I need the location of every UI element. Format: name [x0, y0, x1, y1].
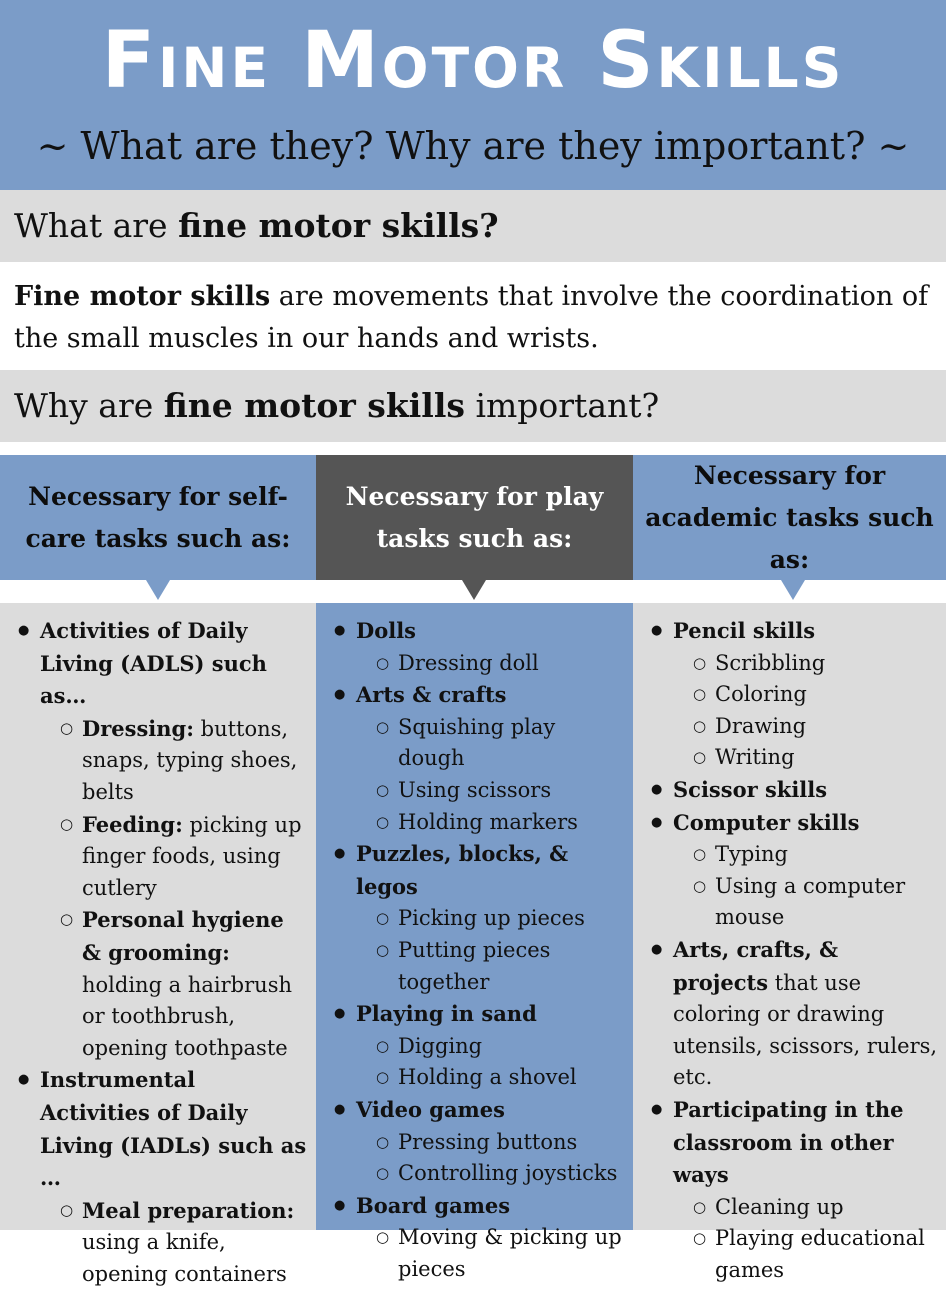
- list-item: ○ Scribbling: [693, 648, 938, 680]
- item-text: picking up finger foods, using cutlery: [82, 812, 302, 900]
- list-item: [651, 1094, 938, 1287]
- question-why-bold: fine motor skills: [163, 386, 465, 425]
- question-what: [14, 190, 499, 262]
- item-text: buttons, snaps, typing shoes, belts: [82, 716, 298, 804]
- item-text: using a knife, opening containers: [82, 1230, 287, 1286]
- item-bold: Instrumental Activities of Daily Living (IADLs) such as …: [40, 1067, 307, 1191]
- column-body-self-care: [0, 603, 316, 1286]
- list-item: [334, 679, 625, 838]
- item-bold: Activities of Daily Living (ADLS) such as…: [40, 618, 267, 709]
- page-title: Fine Motor Skills: [101, 16, 845, 106]
- item-bold: Dolls: [356, 618, 416, 643]
- item-bold: Puzzles, blocks, & legos: [356, 841, 569, 899]
- column-body-play: [316, 603, 633, 1281]
- column-self-care: [0, 455, 316, 1286]
- item-bold: Pencil skills: [673, 618, 816, 643]
- item-bold: Personal hygiene & grooming:: [82, 907, 284, 965]
- column-heading-play: Necessary for play tasks such as:: [316, 455, 633, 580]
- column-heading-academic: Necessary for academic tasks such as:: [633, 455, 946, 580]
- column-play: [316, 455, 633, 1281]
- question-band-why: [0, 370, 946, 442]
- list-item: ○ Controlling joysticks: [376, 1158, 625, 1190]
- list-item: [18, 615, 308, 1064]
- item-bold: Playing in sand: [356, 1001, 537, 1027]
- list-item: ○ Using a computer mouse: [693, 871, 938, 934]
- list-item: ○ Holding a shovel: [376, 1062, 625, 1094]
- list-item: ○ Putting pieces together: [376, 935, 625, 998]
- list-item: [334, 998, 625, 1094]
- list-item: ○ Squishing play dough: [376, 712, 625, 775]
- definition-bold: Fine motor skills: [14, 281, 271, 312]
- list-item: ○ Drawing: [693, 711, 938, 743]
- list-item: ○ Pressing buttons: [376, 1127, 625, 1159]
- list-item: [60, 809, 308, 905]
- list-item: ○ Digging: [376, 1031, 625, 1063]
- list-item: [60, 713, 308, 809]
- list-item: ○ Playing educational games: [693, 1223, 938, 1286]
- column-heading-self-care: Necessary for self-care tasks such as:: [0, 455, 316, 580]
- header-banner: [0, 0, 946, 190]
- list-item: [334, 615, 625, 679]
- item-bold: Video games: [356, 1096, 505, 1122]
- pointer-triangle: [462, 580, 486, 600]
- question-what-bold: fine motor skills?: [178, 206, 499, 245]
- item-bold: Dressing:: [82, 715, 194, 741]
- item-bold: Participating in the classroom in other ways: [673, 1096, 904, 1188]
- item-bold: Meal preparation:: [82, 1197, 295, 1223]
- list-item: ○ Using scissors: [376, 775, 625, 807]
- item-bold: Arts & crafts: [356, 682, 507, 708]
- column-academic: [633, 455, 946, 1282]
- item-bold: Scissor skills: [673, 776, 828, 802]
- list-item: ○ Typing: [693, 839, 938, 871]
- list-item: ○ Cleaning up: [693, 1192, 938, 1224]
- list-item: [60, 904, 308, 1064]
- list-item: [651, 934, 938, 1094]
- pointer-triangle: [146, 580, 170, 600]
- item-bold: Computer skills: [673, 809, 860, 835]
- column-body-academic: [633, 603, 946, 1282]
- item-bold: Arts, crafts, & projects: [673, 936, 839, 995]
- list-item: [651, 807, 938, 934]
- item-text: that use coloring or drawing utensils, scissors, rulers, etc.: [673, 970, 938, 1090]
- list-item: ○ Writing: [693, 742, 938, 774]
- question-what-prefix: What are: [14, 206, 179, 245]
- list-item: [60, 1195, 308, 1290]
- question-why-suffix: important?: [464, 386, 660, 425]
- definition-text: [14, 276, 934, 360]
- list-item: ○ Dressing doll: [376, 648, 625, 680]
- list-item: ○ Coloring: [693, 679, 938, 711]
- question-why-prefix: Why are: [14, 386, 164, 425]
- item-text: holding a hairbrush or toothbrush, opening toothpaste: [82, 972, 292, 1060]
- question-why: [14, 370, 659, 442]
- list-item: [651, 774, 938, 807]
- list-item: [334, 1094, 625, 1190]
- item-bold: Board games: [356, 1192, 511, 1218]
- item-bold: Feeding:: [82, 811, 183, 837]
- list-item: [18, 1064, 308, 1290]
- list-item: ○ Moving & picking up pieces: [376, 1222, 625, 1285]
- pointer-triangle: [781, 580, 805, 600]
- list-item: [334, 1190, 625, 1286]
- list-item: ○ Holding markers: [376, 807, 625, 839]
- list-item: [334, 838, 625, 998]
- definition-rest: are movements that involve the coordination of the small muscles in our hands and wrists.: [14, 281, 929, 354]
- list-item: ○ Picking up pieces: [376, 903, 625, 935]
- list-item: [651, 615, 938, 774]
- question-band-what: [0, 190, 946, 262]
- page-subtitle: ~ What are they? Why are they important? ~: [36, 124, 910, 168]
